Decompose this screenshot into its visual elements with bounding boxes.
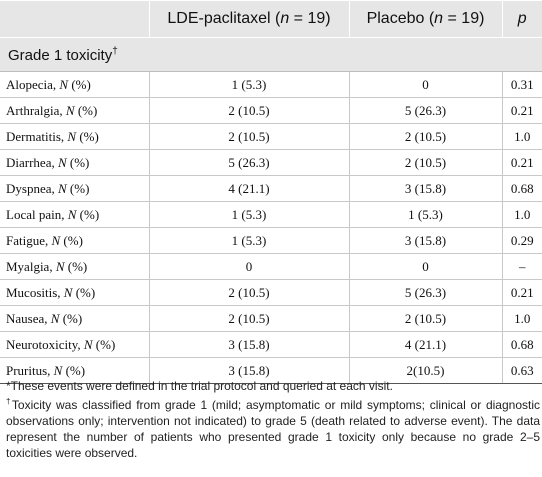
table-row — [0, 176, 542, 202]
row-label: Myalgia, N (%) — [0, 254, 149, 280]
placebo-value: 3 (15.8) — [349, 176, 502, 202]
placebo-value: 3 (15.8) — [349, 228, 502, 254]
lde-paclitaxel-value: 3 (15.8) — [149, 358, 349, 384]
lde-paclitaxel-value: 4 (21.1) — [149, 176, 349, 202]
table-row — [0, 150, 542, 176]
row-label: Diarrhea, N (%) — [0, 150, 149, 176]
header-p-value: p — [502, 1, 542, 38]
placebo-value: 2 (10.5) — [349, 150, 502, 176]
lde-paclitaxel-value: 0 — [149, 254, 349, 280]
row-label: Local pain, N (%) — [0, 202, 149, 228]
placebo-value: 2 (10.5) — [349, 124, 502, 150]
row-label: Dermatitis, N (%) — [0, 124, 149, 150]
footnote-dagger: †Toxicity was classified from grade 1 (mild; asymptomatic or mild symptoms; clinical or diagnostic observations only; intervention not indicated) to grade 5 (death related to adverse event). The data represent the number of patients who presented grade 1 toxicity only because no grade 2–5 toxicities were observed. — [6, 397, 540, 460]
lde-paclitaxel-value: 5 (26.3) — [149, 150, 349, 176]
row-label: Nausea, N (%) — [0, 306, 149, 332]
footnote-star: *These events were defined in the trial protocol and queried at each visit. — [6, 379, 393, 393]
p-value: 0.31 — [502, 72, 542, 98]
placebo-value: 0 — [349, 254, 502, 280]
placebo-value: 1 (5.3) — [349, 202, 502, 228]
lde-paclitaxel-value: 2 (10.5) — [149, 98, 349, 124]
lde-paclitaxel-value: 2 (10.5) — [149, 306, 349, 332]
dagger-mark: † — [112, 45, 118, 57]
row-label: Neurotoxicity, N (%) — [0, 332, 149, 358]
row-label: Arthralgia, N (%) — [0, 98, 149, 124]
p-value: 0.63 — [502, 358, 542, 384]
p-value: 0.68 — [502, 332, 542, 358]
footnotes — [6, 378, 540, 461]
p-value: – — [502, 254, 542, 280]
row-label: Alopecia, N (%) — [0, 72, 149, 98]
p-value: 1.0 — [502, 124, 542, 150]
placebo-value: 2(10.5) — [349, 358, 502, 384]
p-value: 0.68 — [502, 176, 542, 202]
table-row — [0, 124, 542, 150]
header-empty — [0, 1, 149, 38]
p-value: 0.21 — [502, 150, 542, 176]
header-lde-paclitaxel: LDE-paclitaxel (n = 19) — [149, 1, 349, 38]
header-placebo: Placebo (n = 19) — [349, 1, 502, 38]
table-row — [0, 202, 542, 228]
table-header-row — [0, 1, 542, 38]
section-row — [0, 38, 542, 72]
lde-paclitaxel-value: 3 (15.8) — [149, 332, 349, 358]
lde-paclitaxel-value: 1 (5.3) — [149, 202, 349, 228]
placebo-value: 2 (10.5) — [349, 306, 502, 332]
placebo-value: 5 (26.3) — [349, 280, 502, 306]
lde-paclitaxel-value: 1 (5.3) — [149, 72, 349, 98]
p-value: 0.29 — [502, 228, 542, 254]
placebo-value: 0 — [349, 72, 502, 98]
p-value: 1.0 — [502, 306, 542, 332]
placebo-value: 4 (21.1) — [349, 332, 502, 358]
row-label: Mucositis, N (%) — [0, 280, 149, 306]
table-row — [0, 228, 542, 254]
lde-paclitaxel-value: 2 (10.5) — [149, 280, 349, 306]
table-row — [0, 332, 542, 358]
table-row — [0, 306, 542, 332]
table-row — [0, 280, 542, 306]
lde-paclitaxel-value: 2 (10.5) — [149, 124, 349, 150]
row-label: Dyspnea, N (%) — [0, 176, 149, 202]
table-row — [0, 254, 542, 280]
row-label: Pruritus, N (%) — [0, 358, 149, 384]
table-row — [0, 72, 542, 98]
section-title: Grade 1 toxicity† — [0, 38, 542, 72]
lde-paclitaxel-value: 1 (5.3) — [149, 228, 349, 254]
placebo-value: 5 (26.3) — [349, 98, 502, 124]
table-row — [0, 98, 542, 124]
p-value: 1.0 — [502, 202, 542, 228]
row-label: Fatigue, N (%) — [0, 228, 149, 254]
p-value: 0.21 — [502, 280, 542, 306]
p-value: 0.21 — [502, 98, 542, 124]
